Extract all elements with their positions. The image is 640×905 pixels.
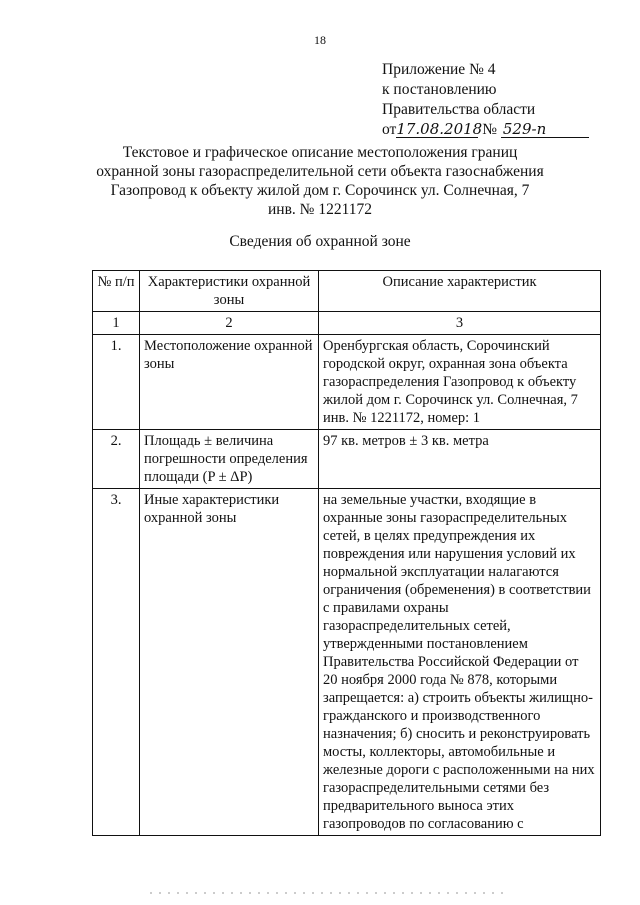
number-prefix: №	[482, 121, 497, 138]
column-number-3: 3	[319, 312, 601, 335]
section-title: Сведения об охранной зоне	[229, 233, 411, 250]
title-line-1: Текстовое и графическое описание местоположения границ	[122, 144, 518, 161]
table-row	[93, 335, 601, 430]
row-characteristic: Местоположение охранной зоны	[140, 335, 319, 430]
header-number: № п/п	[93, 271, 140, 312]
title-line-2: охранной зоны газораспределительной сети объекта газоснабжения	[96, 163, 544, 180]
row-number: 1.	[93, 335, 140, 430]
handwritten-number: 529-п	[501, 121, 589, 138]
scan-artifact	[150, 892, 510, 894]
page-number: 18	[314, 33, 326, 47]
column-number-2: 2	[140, 312, 319, 335]
column-number-row	[93, 312, 601, 335]
title-line-3: Газопровод к объекту жилой дом г. Сорочинск ул. Солнечная, 7	[110, 182, 530, 199]
title-line-4: инв. № 1221172	[268, 201, 372, 218]
row-characteristic: Площадь ± величина погрешности определения площади (P ± ΔP)	[140, 430, 319, 489]
column-number-1: 1	[93, 312, 140, 335]
zone-info-table	[92, 270, 601, 836]
row-number: 3.	[93, 489, 140, 836]
row-characteristic: Иные характеристики охранной зоны	[140, 489, 319, 836]
header-characteristic: Характеристики охранной зоны	[140, 271, 319, 312]
row-description: Оренбургская область, Сорочинский городской округ, охранная зона объекта газораспределения Газопровод к объекту жилой дом г. Сорочинск ул. Солнечная, 7 инв. № 1221172, номер: 1	[319, 335, 601, 430]
appendix-block	[382, 60, 589, 140]
header-description: Описание характеристик	[319, 271, 601, 312]
row-number: 2.	[93, 430, 140, 489]
table-row	[93, 489, 601, 836]
appendix-line-3: Правительства области	[382, 101, 536, 118]
row-description: 97 кв. метров ± 3 кв. метра	[319, 430, 601, 489]
date-prefix: от	[382, 121, 397, 138]
page-bottom-margin	[0, 868, 640, 905]
handwritten-date: 17.08.2018	[396, 120, 483, 138]
appendix-line-1: Приложение № 4	[382, 61, 496, 78]
document-title	[0, 143, 640, 219]
table-row	[93, 430, 601, 489]
table-header-row	[93, 271, 601, 312]
appendix-line-2: к постановлению	[382, 81, 497, 98]
appendix-date-line	[382, 120, 589, 140]
row-description: на земельные участки, входящие в охранные зоны газораспределительных сетей, в целях предупреждения их повреждения или нарушения условий их нормальной эксплуатации налагаются ограничения (обременения) в соответствии с правилами охраны газораспределительных сетей, утвержденными постановлением Правительства Российской Федерации от 20 ноября 2000 года № 878, которыми запрещается: а) строить объекты жилищно-гражданского и производственного назначения; б) сносить и реконструировать мосты, коллекторы, автомобильные и железные дороги с расположенными на них газораспределительными сетями без предварительного выноса этих газопроводов по согласованию с	[319, 489, 601, 836]
